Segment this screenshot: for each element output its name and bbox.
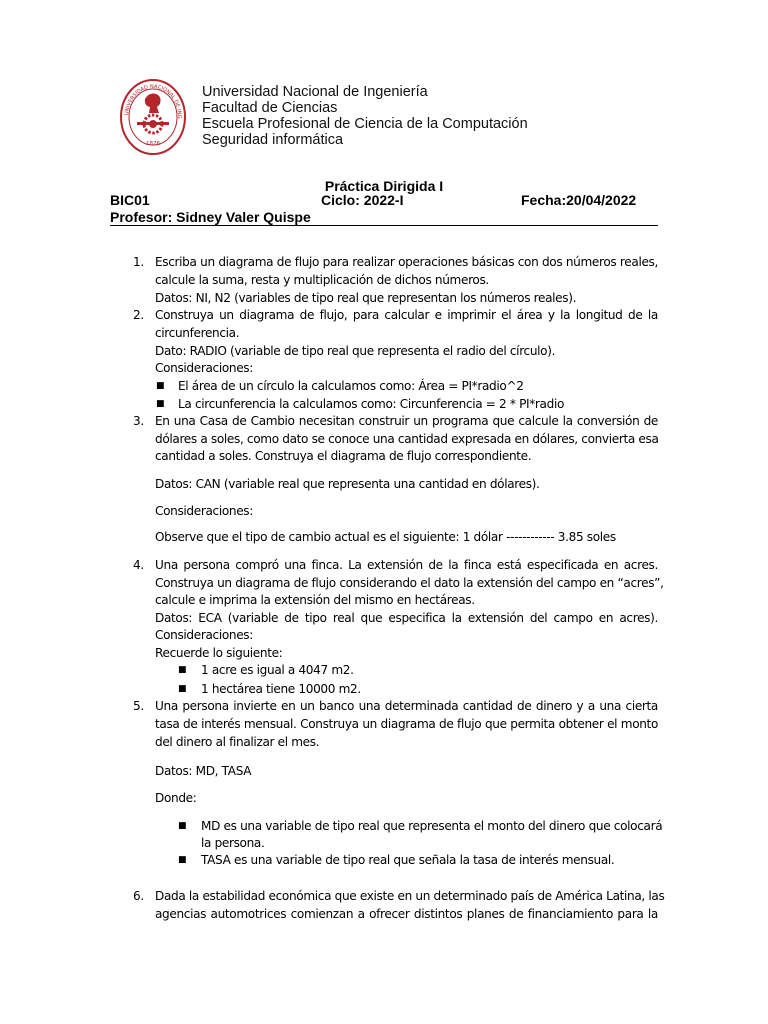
problem-text-line: Consideraciones:: [155, 504, 253, 518]
problem-text-line: Observe que el tipo de cambio actual es el siguiente: 1 dólar ------------ 3.85 soles: [155, 530, 616, 544]
school-name: Escuela Profesional de Ciencia de la Computación: [202, 116, 528, 132]
problem-text-line: Una persona compró una finca. La extensión de la finca está especificada en acres.: [155, 558, 658, 572]
bullet-text: 1 acre es igual a 4047 m2.: [201, 663, 354, 677]
problem-text-line: Una persona invierte en un banco una determinada cantidad de dinero y a una cierta: [155, 699, 658, 713]
course-code: BIC01: [110, 192, 150, 208]
problem-text-line: Consideraciones:: [155, 628, 253, 642]
problem-text-line: circunferencia.: [155, 326, 240, 340]
problem-text-line: calcule e imprima la extensión del mismo en hectáreas.: [155, 593, 475, 607]
professor-label: Profesor: Sidney Valer Quispe: [110, 209, 311, 225]
problem-number: 4.: [133, 558, 144, 572]
problem-text-line: Datos: NI, N2 (variables de tipo real que representan los números reales).: [155, 291, 577, 305]
bullet-icon: ■: [156, 399, 165, 409]
bullet-text: MD es una variable de tipo real que representa el monto del dinero que colocará: [201, 819, 663, 833]
problem-text-line: Dada la estabilidad económica que existe en un determinado país de América Latina, las: [155, 889, 665, 903]
bullet-icon: ■: [178, 665, 187, 675]
problem-number: 5.: [133, 699, 144, 713]
bullet-text: 1 hectárea tiene 10000 m2.: [201, 682, 361, 696]
problem-text-line: Escriba un diagrama de flujo para realizar operaciones básicas con dos números reales,: [155, 255, 658, 269]
document-title: Práctica Dirigida I: [324, 178, 444, 194]
svg-text:1876: 1876: [146, 141, 160, 147]
bullet-icon: ■: [178, 821, 187, 831]
problem-number: 1.: [133, 255, 144, 269]
course-name: Seguridad informática: [202, 132, 344, 148]
problem-text-line: Construya un diagrama de flujo considerando el dato la extensión del campo en “acres”,: [155, 576, 664, 590]
university-name: Universidad Nacional de Ingeniería: [202, 84, 428, 100]
problem-text-line: del dinero al finalizar el mes.: [155, 735, 320, 749]
problem-text-line: Datos: CAN (variable real que representa una cantidad en dólares).: [155, 477, 540, 491]
problem-text-line: agencias automotrices comienzan a ofrecer distintos planes de financiamiento para la: [155, 907, 658, 921]
problem-text-line: calcule la suma, resta y multiplicación de dichos números.: [155, 273, 489, 287]
problem-text-line: Consideraciones:: [155, 361, 253, 375]
bullet-icon: ■: [156, 381, 165, 391]
problem-number: 2.: [133, 308, 144, 322]
problem-number: 3.: [133, 414, 144, 428]
faculty-name: Facultad de Ciencias: [202, 100, 338, 116]
cycle-label: Ciclo: 2022-I: [321, 192, 404, 208]
bullet-text: la persona.: [201, 836, 265, 850]
problem-text-line: Datos: MD, TASA: [155, 764, 252, 778]
bullet-text: TASA es una variable de tipo real que señala la tasa de interés mensual.: [201, 853, 615, 867]
problem-text-line: Datos: ECA (variable de tipo real que especifica la extensión del campo en acres).: [155, 611, 658, 625]
bullet-icon: ■: [178, 684, 187, 694]
problem-text-line: Dato: RADIO (variable de tipo real que representa el radio del círculo).: [155, 344, 556, 358]
problem-text-line: tasa de interés mensual. Construya un diagrama de flujo que permita obtener el monto: [155, 717, 658, 731]
date-label: Fecha:20/04/2022: [521, 192, 637, 208]
problem-text-line: Construya un diagrama de flujo, para calcular e imprimir el área y la longitud de la: [155, 308, 658, 322]
problem-text-line: Recuerde lo siguiente:: [155, 646, 283, 660]
problem-text-line: cantidad a soles. Construya el diagrama de flujo correspondiente.: [155, 449, 532, 463]
problem-text-line: En una Casa de Cambio necesitan construir un programa que calcule la conversión de: [155, 414, 658, 428]
bullet-icon: ■: [178, 855, 187, 865]
bullet-text: El área de un círculo la calculamos como: Área = PI*radio^2: [178, 379, 524, 393]
problem-text-line: dólares a soles, como dato se conoce una cantidad expresada en dólares, convierta esa: [155, 432, 659, 446]
problem-number: 6.: [133, 889, 144, 903]
problem-text-line: Donde:: [155, 791, 197, 805]
bullet-text: La circunferencia la calculamos como: Circunferencia = 2 * PI*radio: [178, 397, 565, 411]
svg-text:UNIVERSIDAD NACIONAL DE INGENI: UNIVERSIDAD NACIONAL DE ING: [124, 83, 183, 119]
